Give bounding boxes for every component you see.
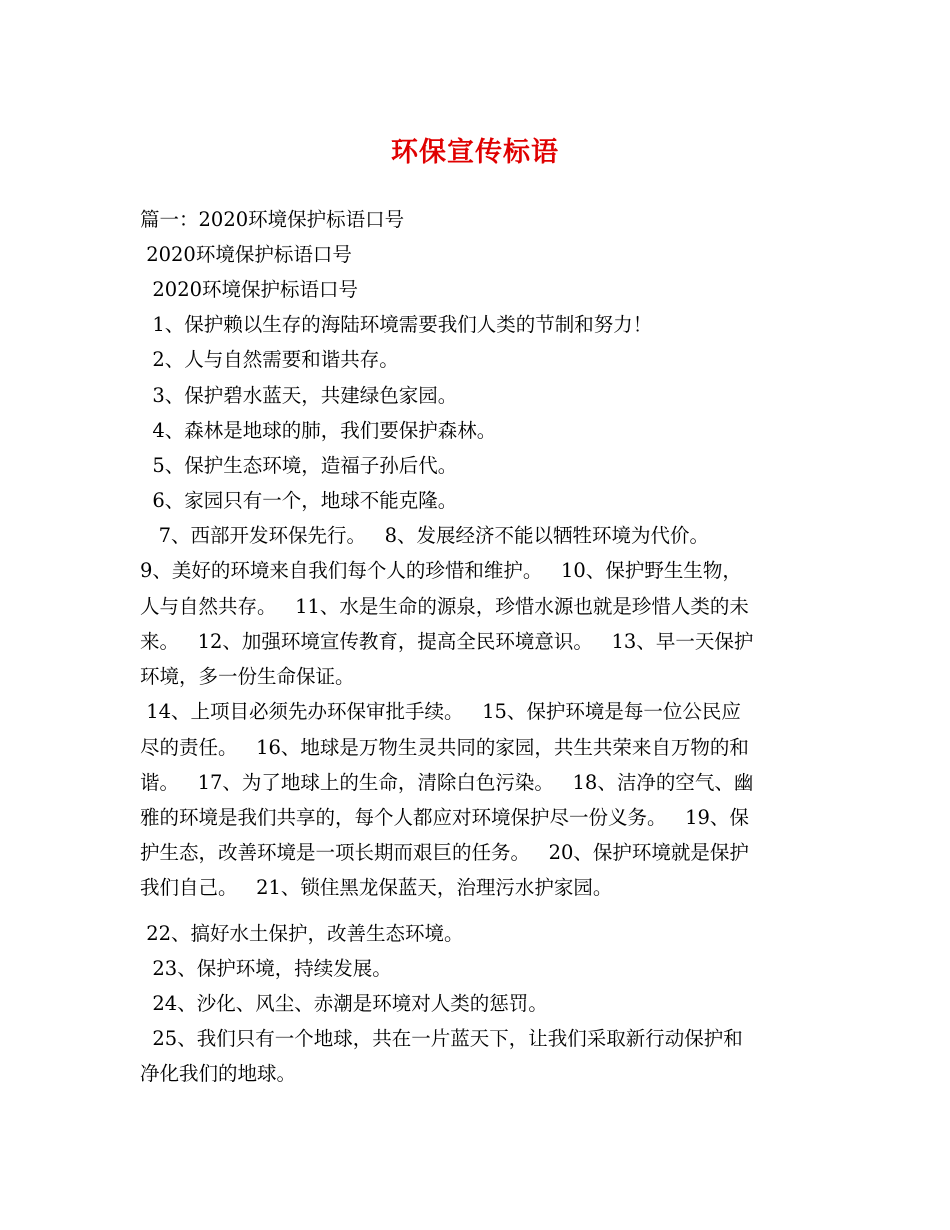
text-line: 2、人与自然需要和谐共存。	[140, 348, 399, 371]
text-line: 谐。 17、为了地球上的生命，清除白色污染。 18、洁净的空气、幽	[140, 771, 754, 794]
text-line: 雅的环境是我们共享的，每个人都应对环境保护尽一份义务。 19、保	[140, 806, 749, 829]
text-line: 来。 12、加强环境宣传教育，提高全民环境意识。 13、早一天保护	[140, 630, 754, 653]
text-line: 9、美好的环境来自我们每个人的珍惜和维护。 10、保护野生生物，	[140, 559, 742, 582]
text-line: 7、西部开发环保先行。 8、发展经济不能以牺牲环境为代价。	[140, 524, 710, 547]
text-line: 24、沙化、风尘、赤潮是环境对人类的惩罚。	[140, 992, 548, 1015]
text-line: 14、上项目必须先办环保审批手续。 15、保护环境是每一位公民应	[140, 700, 741, 723]
text-line: 人与自然共存。 11、水是生命的源泉，珍惜水源也就是珍惜人类的未	[140, 595, 749, 618]
text-line: 6、家园只有一个，地球不能克隆。	[140, 489, 458, 512]
text-line: 5、保护生态环境，造福子孙后代。	[140, 454, 458, 477]
text-line: 净化我们的地球。	[140, 1062, 297, 1085]
text-line: 护生态，改善环境是一项长期而艰巨的任务。 20、保护环境就是保护	[140, 841, 749, 864]
page-title: 环保宣传标语	[391, 137, 559, 168]
text-line: 2020环境保护标语口号	[140, 243, 352, 266]
text-line: 尽的责任。 16、地球是万物生灵共同的家园，共生共荣来自万物的和	[140, 736, 749, 759]
text-line: 环境，多一份生命保证。	[140, 665, 355, 688]
text-line: 23、保护环境，持续发展。	[140, 957, 392, 980]
text-line: 3、保护碧水蓝天，共建绿色家园。	[140, 384, 458, 407]
text-line: 我们自己。 21、锁住黑龙保蓝天，治理污水护家园。	[140, 876, 613, 899]
text-line: 2020环境保护标语口号	[140, 278, 359, 301]
text-line: 4、森林是地球的肺，我们要保护森林。	[140, 419, 497, 442]
text-line: 25、我们只有一个地球，共在一片蓝天下，让我们采取新行动保护和	[140, 1027, 743, 1050]
text-line: 1、保护赖以生存的海陆环境需要我们人类的节制和努力！	[140, 313, 653, 336]
text-line: 22、搞好水土保护，改善生态环境。	[140, 922, 464, 945]
text-line: 篇一：2020环境保护标语口号	[140, 208, 405, 231]
